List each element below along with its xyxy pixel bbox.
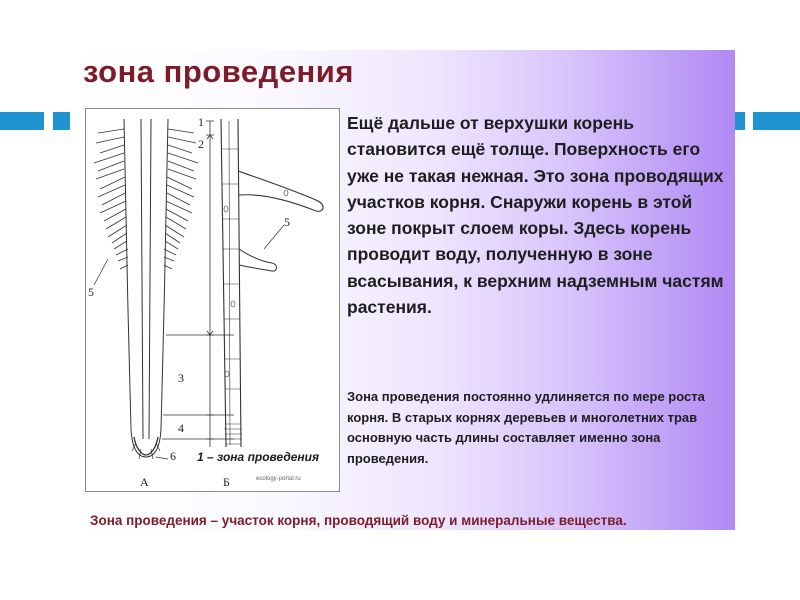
accent-bar-left — [0, 112, 70, 130]
label-zone-1: 1 — [198, 115, 204, 129]
accent-bar-right — [735, 112, 800, 130]
figure-caption: 1 – зона проведения — [197, 450, 320, 464]
label-part-b: Б — [223, 475, 230, 489]
label-root-cap-6: 6 — [170, 449, 176, 463]
root-zones-figure — [85, 108, 340, 492]
root-diagram — [86, 109, 341, 493]
secondary-paragraph: Зона проведения постоянно удлиняется по мере роста корня. В старых корнях деревьев и многолетних трав основную часть длины составляет именно зона проведения. — [347, 389, 705, 466]
figure-watermark: ecology-portal.ru — [256, 476, 301, 482]
label-part-a: А — [140, 475, 149, 489]
label-root-hair-left: 5 — [88, 285, 94, 299]
label-zone-3: 3 — [178, 371, 184, 385]
label-zone-4: 4 — [178, 421, 184, 435]
main-paragraph: Ещё дальше от верхушки корень становится ещё толще. Поверхность его уже не такая нежная. Это зона проводящих участков корня. Снаружи корень в этой зоне покрыт слоем коры. Здесь корень проводит воду, полученную в зоне всасывания, к верхним надземным частям растения. — [347, 113, 724, 318]
label-root-hair-right: 5 — [284, 215, 290, 229]
slide-title: зона проведения — [83, 54, 354, 89]
definition-text: Зона проведения – участок корня, проводящий воду и минеральные вещества. — [90, 513, 627, 528]
label-zone-2: 2 — [198, 137, 204, 151]
